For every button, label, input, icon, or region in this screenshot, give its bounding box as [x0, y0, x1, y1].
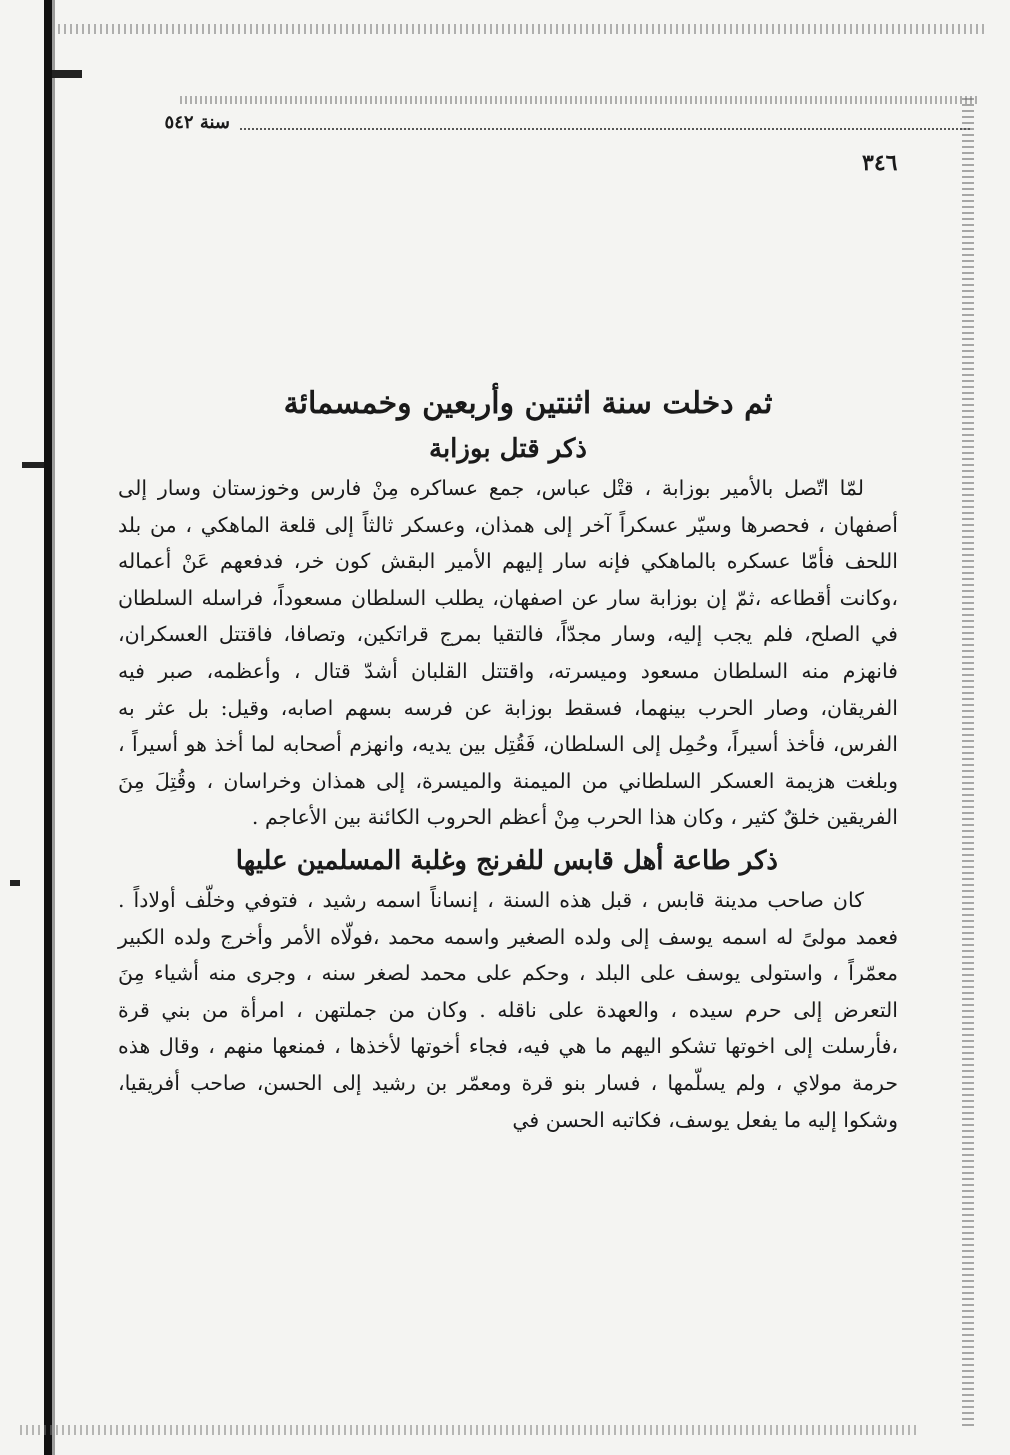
paragraph-bozaba: لمّا اتّصل بالأمير بوزابة ، قتْل عباس، جمع عساكره مِنْ فارس وخوزستان وسار إلى أصفهان ، فحصرها وسيّر عسكراً آخر إلى همذان، وعسكر ثالثاً إلى قلعة الماهكي ، من بلد اللحف فأمّا عسكره بالماهكي فإنه سار إليهم الأمير البقش كون خر، فدفعهم عَنْ أعماله ،وكانت أقطاعه ،ثمّ إن بوزابة سار عن اصفهان، يطلب السلطان مسعوداً، فراسله السلطان في الصلح، فلم يجب إليه، وسار مجدّاً، فالتقيا بمرج قراتكين، وتصافا، فاقتتل العسكران، فانهزم منه السلطان مسعود وميسرته، واقتتل القلبان أشدّ قتال ، وأعظمه، صبر فيه الفريقان، وصار الحرب بينهما، فسقط بوزابة عن فرسه بسهم اصابه، وقيل: بل عثر به الفرس، فأخذ أسيراً، وحُمِل إلى السلطان، فَقُتِل بين يديه، وانهزم أصحابه لما أخذ هو أسيراً ، وبلغت هزيمة العسكر السلطاني من الميمنة والميسرة، إلى همذان وخراسان ، وقُتِلَ مِنَ الفريقين خلقٌ كثير ، وكان هذا الحرب مِنْ أعظم الحروب الكائنة بين الأعاجم .: [118, 476, 898, 830]
decorative-border-inner-top: [180, 96, 980, 104]
section-title-gabes: ذكر طاعة أهل قابس للفرنج وغلبة المسلمين عليها: [235, 845, 778, 876]
scan-mark: [52, 70, 82, 78]
scan-mark: [22, 462, 44, 468]
decorative-border-right: [962, 98, 974, 1428]
decorative-border-bottom: [20, 1425, 920, 1435]
scan-mark: [10, 880, 20, 886]
scan-binding-shadow: [52, 0, 55, 1455]
page-number: ٣٤٦: [862, 150, 898, 176]
header-dotted-rule: [240, 128, 970, 130]
section-title-bozaba: ذكر قتل بوزابة: [429, 434, 587, 464]
decorative-border-top: [58, 24, 988, 34]
running-head: سنة ٥٤٢: [164, 112, 230, 133]
scan-binding-edge: [44, 0, 52, 1455]
page-body: [118, 380, 898, 1138]
paragraph-gabes: كان صاحب مدينة قابس ، قبل هذه السنة ، إنساناً اسمه رشيد ، فتوفي وخلّف أولاداً . فعمد مولىً له اسمه يوسف إلى ولده الصغير واسمه محمد ،فولّاه الأمر وأخرج ولده الكبير معمّراً ، واستولى يوسف على البلد ، وحكم على محمد لصغر سنه ، وجرى منه أشياء مِنَ التعرض إلى حرم سيده ، والعهدة على ناقله . وكان من جملتهن ، امرأة من بني قرة ،فأرسلت إلى اخوتها تشكو اليهم ما هي فيه، فجاء أخوتها لأخذها ، فمنعها منهم ، وقال هذه حرمة مولاي ، ولم يسلّمها ، فسار بنو قرة ومعمّر بن رشيد إلى الحسن، صاحب أفريقيا، وشكوا إليه ما يفعل يوسف، فكاتبه الحسن في: [118, 887, 898, 1132]
chapter-title: ثم دخلت سنة اثنتين وأربعين وخمسمائة: [283, 386, 773, 421]
